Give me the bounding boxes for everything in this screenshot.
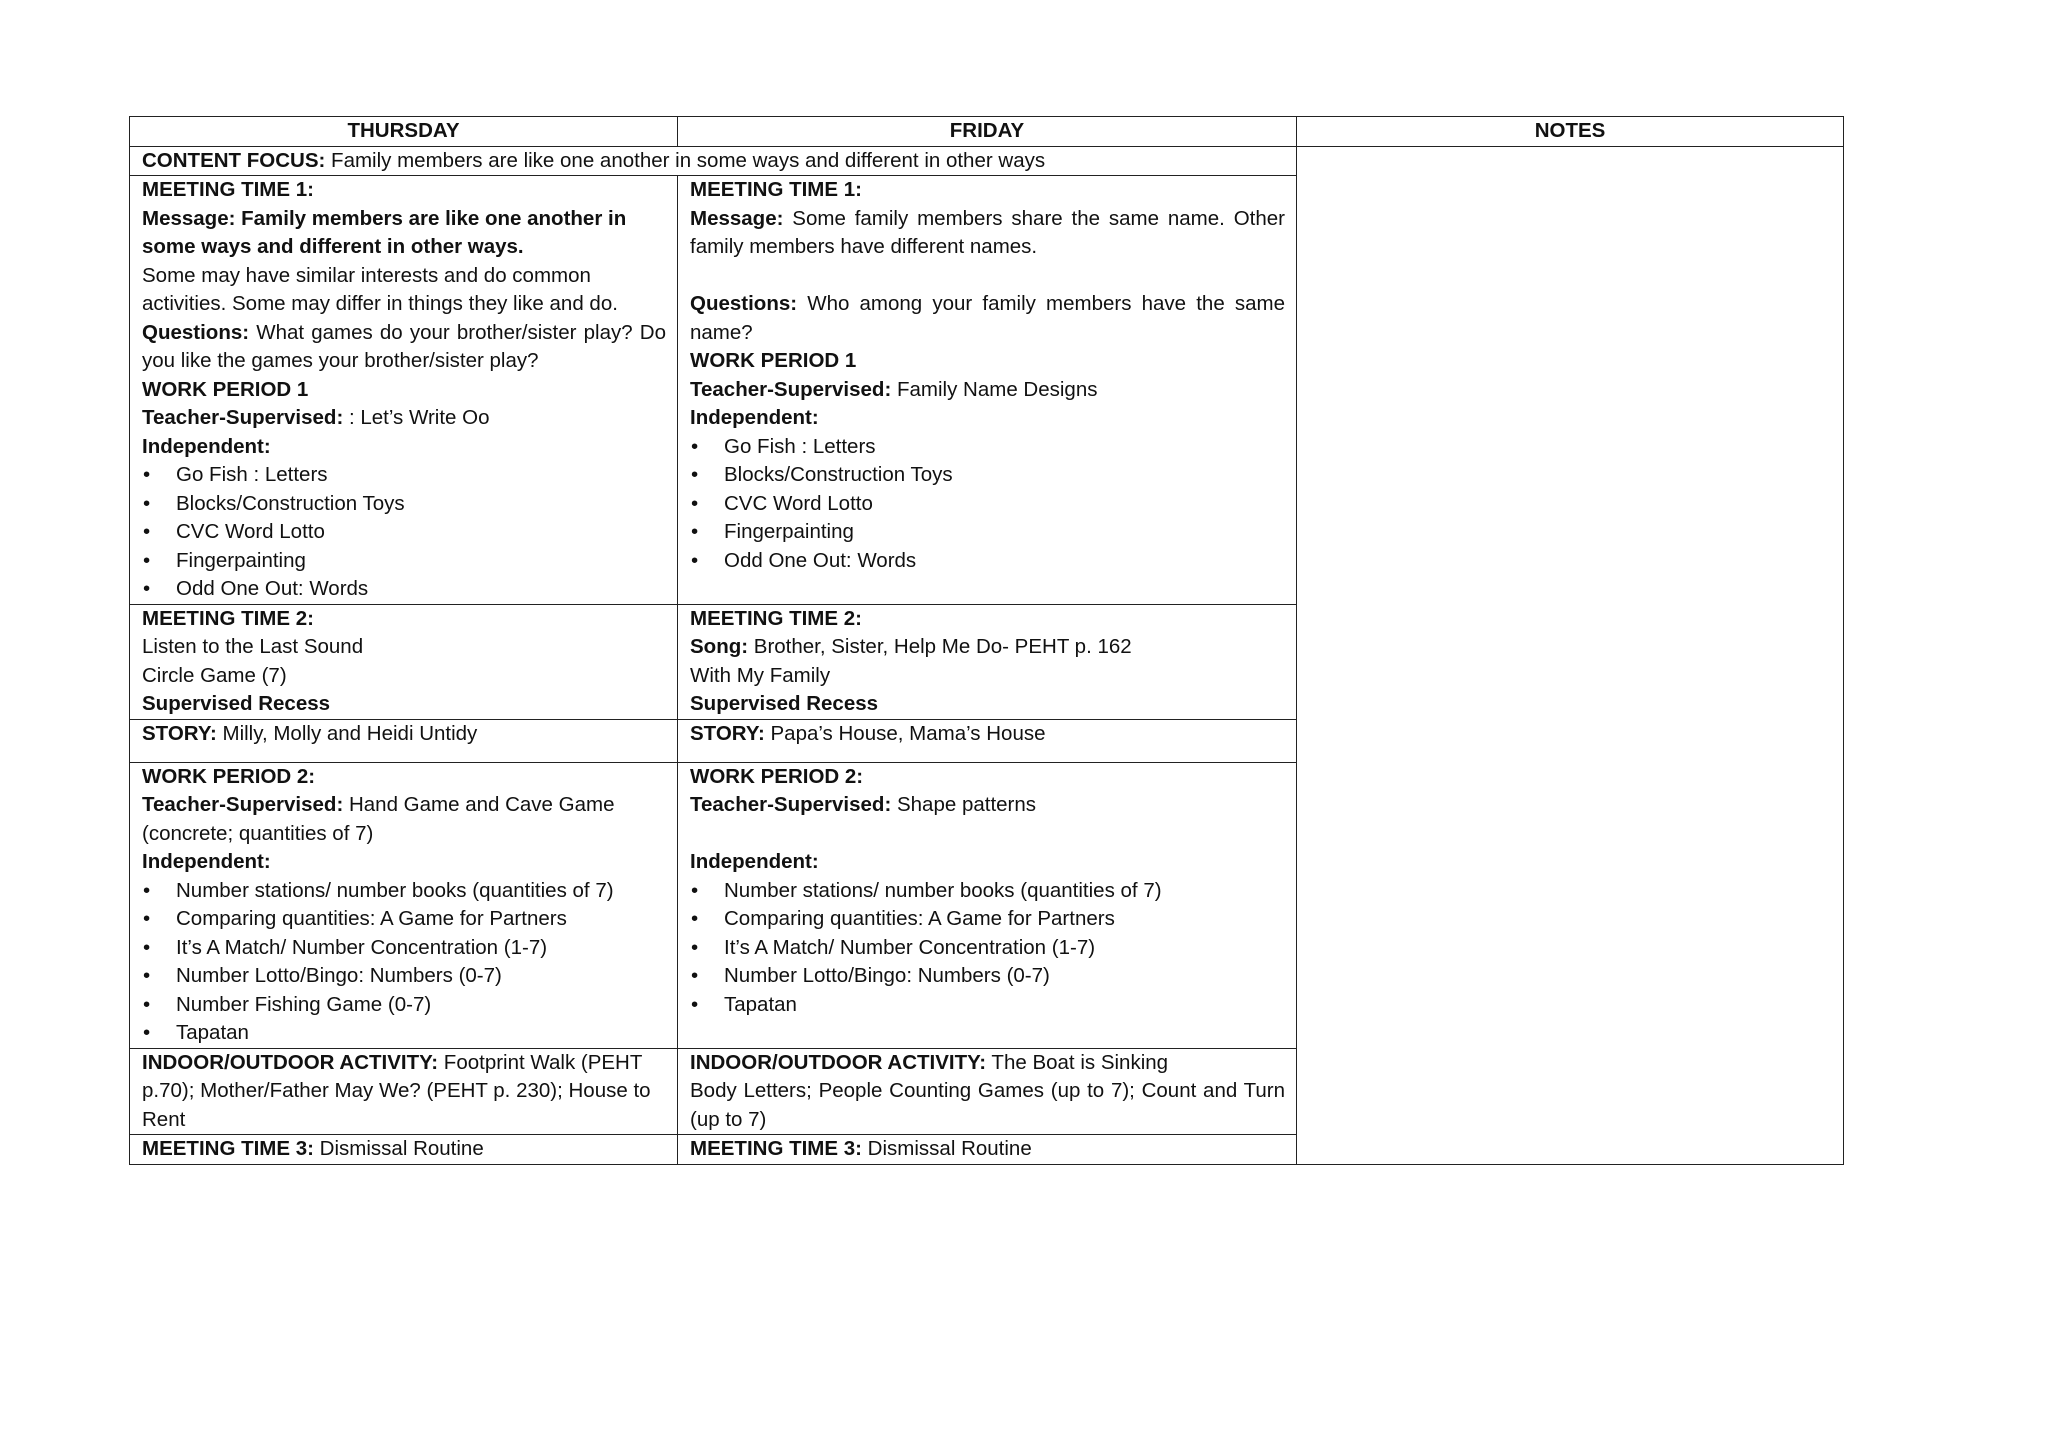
content-focus-cell: [130, 146, 1297, 176]
list-item: • Blocks/Construction Toys: [176, 490, 666, 519]
thu-m1-questions: [142, 319, 666, 376]
friday-meeting-2-cell: [678, 604, 1297, 719]
fri-m1-title: MEETING TIME 1:: [690, 178, 862, 201]
thu-wp1-ts-text: : Let’s Write Oo: [343, 406, 490, 429]
thu-m1-questions-text: What games do your brother/sister play? Do you like the games your brother/sister play?: [142, 320, 666, 372]
friday-indoor-cell: [678, 1048, 1297, 1135]
fri-m1-message-label: Message:: [690, 206, 784, 230]
thu-wp2-ts-label: Teacher-Supervised:: [142, 793, 344, 816]
thu-indoor-text: Footprint Walk (PEHT p.70); Mother/Father May We? (PEHT p. 230); House to Rent: [142, 1050, 651, 1131]
thu-story-text: Milly, Molly and Heidi Untidy: [216, 721, 478, 745]
thursday-story-cell: [130, 719, 678, 762]
list-item: • Odd One Out: Words: [176, 575, 666, 604]
content-focus-row: [130, 146, 1844, 176]
fri-wp2-ts-label: Teacher-Supervised:: [690, 793, 892, 816]
thursday-meeting-2-cell: [130, 604, 678, 719]
list-item: • Go Fish : Letters: [176, 461, 666, 490]
list-item: • Number Lotto/Bingo: Numbers (0-7): [176, 962, 666, 991]
thu-m2-line2: Circle Game (7): [142, 663, 287, 687]
list-item: • Odd One Out: Words: [724, 547, 1285, 576]
fri-story-text: Papa’s House, Mama’s House: [764, 721, 1046, 745]
thu-m1-message: Message: Family members are like one another in some ways and different in other ways.: [142, 206, 627, 258]
list-item: • Number Fishing Game (0-7): [176, 991, 666, 1020]
fri-wp2-list: [690, 877, 1285, 1020]
list-item: • Number Lotto/Bingo: Numbers (0-7): [724, 962, 1285, 991]
fri-wp1-ts-text: Family Name Designs: [891, 377, 1098, 401]
list-item: • Fingerpainting: [724, 518, 1285, 547]
thu-m1-message-text: Some may have similar interests and do common activities. Some may differ in things they like and do.: [142, 263, 618, 315]
fri-m3-label: MEETING TIME 3:: [690, 1137, 862, 1160]
thu-wp2-ts-text: Hand Game and Cave Game (concrete; quantities of 7): [142, 793, 615, 845]
fri-wp1-ts-label: Teacher-Supervised:: [690, 377, 892, 401]
content-focus-text: Family members are like one another in some ways and different in other ways: [325, 148, 1046, 172]
friday-work-2-cell: [678, 762, 1297, 1048]
fri-story-label: STORY:: [690, 721, 765, 745]
list-item: • CVC Word Lotto: [176, 518, 666, 547]
notes-cell: [1297, 146, 1844, 1164]
fri-m2-song-label: Song:: [690, 635, 749, 658]
thu-m3-label: MEETING TIME 3:: [142, 1137, 314, 1160]
thursday-indoor-cell: [130, 1048, 678, 1135]
fri-wp2-independent: Independent:: [690, 850, 819, 873]
thu-wp1-teacher-supervised: [142, 404, 666, 433]
lesson-plan-table: [129, 116, 1844, 1165]
fri-wp2-title: WORK PERIOD 2:: [690, 764, 864, 788]
friday-meeting-3-cell: [678, 1135, 1297, 1165]
fri-m2-recess: Supervised Recess: [690, 692, 879, 715]
fri-wp1-list: [690, 433, 1285, 576]
thu-wp2-teacher-supervised: [142, 791, 666, 848]
thu-wp2-list: [142, 877, 666, 1048]
header-notes: NOTES: [1297, 117, 1844, 147]
thu-m2-recess: Supervised Recess: [142, 692, 331, 715]
header-row: [130, 117, 1844, 147]
fri-wp1-independent: Independent:: [690, 406, 819, 429]
fri-m2-line2: With My Family: [690, 663, 831, 687]
list-item: • Blocks/Construction Toys: [724, 461, 1285, 490]
fri-m1-spacer: [690, 262, 1285, 291]
list-item: • CVC Word Lotto: [724, 490, 1285, 519]
fri-indoor-line2: Body Letters; People Counting Games (up to 7); Count and Turn (up to 7): [690, 1079, 1285, 1131]
thu-m2-title: MEETING TIME 2:: [142, 606, 314, 630]
list-item: • Tapatan: [176, 1019, 666, 1048]
thu-m3-text: Dismissal Routine: [313, 1137, 484, 1160]
fri-m3-text: Dismissal Routine: [861, 1137, 1032, 1160]
thu-work-period-1: WORK PERIOD 1: [142, 377, 309, 401]
list-item: • It’s A Match/ Number Concentration (1-7): [176, 934, 666, 963]
fri-wp1-teacher-supervised: [690, 376, 1285, 405]
fri-m2-title: MEETING TIME 2:: [690, 606, 862, 630]
thursday-work-2-cell: [130, 762, 678, 1048]
fri-m2-song: [690, 633, 1285, 662]
fri-m1-message: [690, 205, 1285, 262]
list-item: • Number stations/ number books (quantities of 7): [724, 877, 1285, 906]
fri-m1-questions-label: Questions:: [690, 292, 798, 315]
thu-wp1-independent: Independent:: [142, 434, 271, 458]
thursday-meeting-3-cell: [130, 1135, 678, 1165]
thu-story-label: STORY:: [142, 721, 217, 745]
list-item: • It’s A Match/ Number Concentration (1-7): [724, 934, 1285, 963]
thu-m1-title: MEETING TIME 1:: [142, 178, 314, 201]
thu-wp2-title: WORK PERIOD 2:: [142, 764, 316, 788]
content-focus-label: CONTENT FOCUS:: [142, 148, 326, 172]
fri-indoor-text: The Boat is Sinking: [986, 1050, 1169, 1074]
thu-wp1-list: [142, 461, 666, 604]
list-item: • Comparing quantities: A Game for Partners: [724, 905, 1285, 934]
thu-wp2-independent: Independent:: [142, 850, 271, 873]
thu-indoor-label: INDOOR/OUTDOOR ACTIVITY:: [142, 1050, 439, 1074]
friday-story-cell: [678, 719, 1297, 762]
thursday-meeting-1-cell: [130, 176, 678, 605]
list-item: • Comparing quantities: A Game for Partners: [176, 905, 666, 934]
thu-wp1-ts-label: Teacher-Supervised:: [142, 406, 344, 429]
list-item: • Tapatan: [724, 991, 1285, 1020]
header-thursday: THURSDAY: [130, 117, 678, 147]
fri-m1-message-text: Some family members share the same name. Other family members have different names.: [690, 206, 1285, 258]
list-item: • Go Fish : Letters: [724, 433, 1285, 462]
thu-m2-line1: Listen to the Last Sound: [142, 635, 364, 658]
fri-wp2-ts-text: Shape patterns: [891, 793, 1037, 816]
header-friday: FRIDAY: [678, 117, 1297, 147]
fri-m1-questions: [690, 290, 1285, 347]
fri-indoor-line1: [690, 1049, 1285, 1078]
fri-m1-questions-text: Who among your family members have the same name?: [690, 292, 1285, 344]
fri-m2-song-text: Brother, Sister, Help Me Do- PEHT p. 162: [748, 635, 1132, 658]
friday-meeting-1-cell: [678, 176, 1297, 605]
fri-work-period-1: WORK PERIOD 1: [690, 349, 857, 372]
fri-wp2-spacer: [690, 820, 1285, 849]
thu-m1-questions-label: Questions:: [142, 320, 250, 344]
fri-wp2-teacher-supervised: [690, 791, 1285, 820]
fri-indoor-label: INDOOR/OUTDOOR ACTIVITY:: [690, 1050, 987, 1074]
list-item: • Number stations/ number books (quantities of 7): [176, 877, 666, 906]
list-item: • Fingerpainting: [176, 547, 666, 576]
